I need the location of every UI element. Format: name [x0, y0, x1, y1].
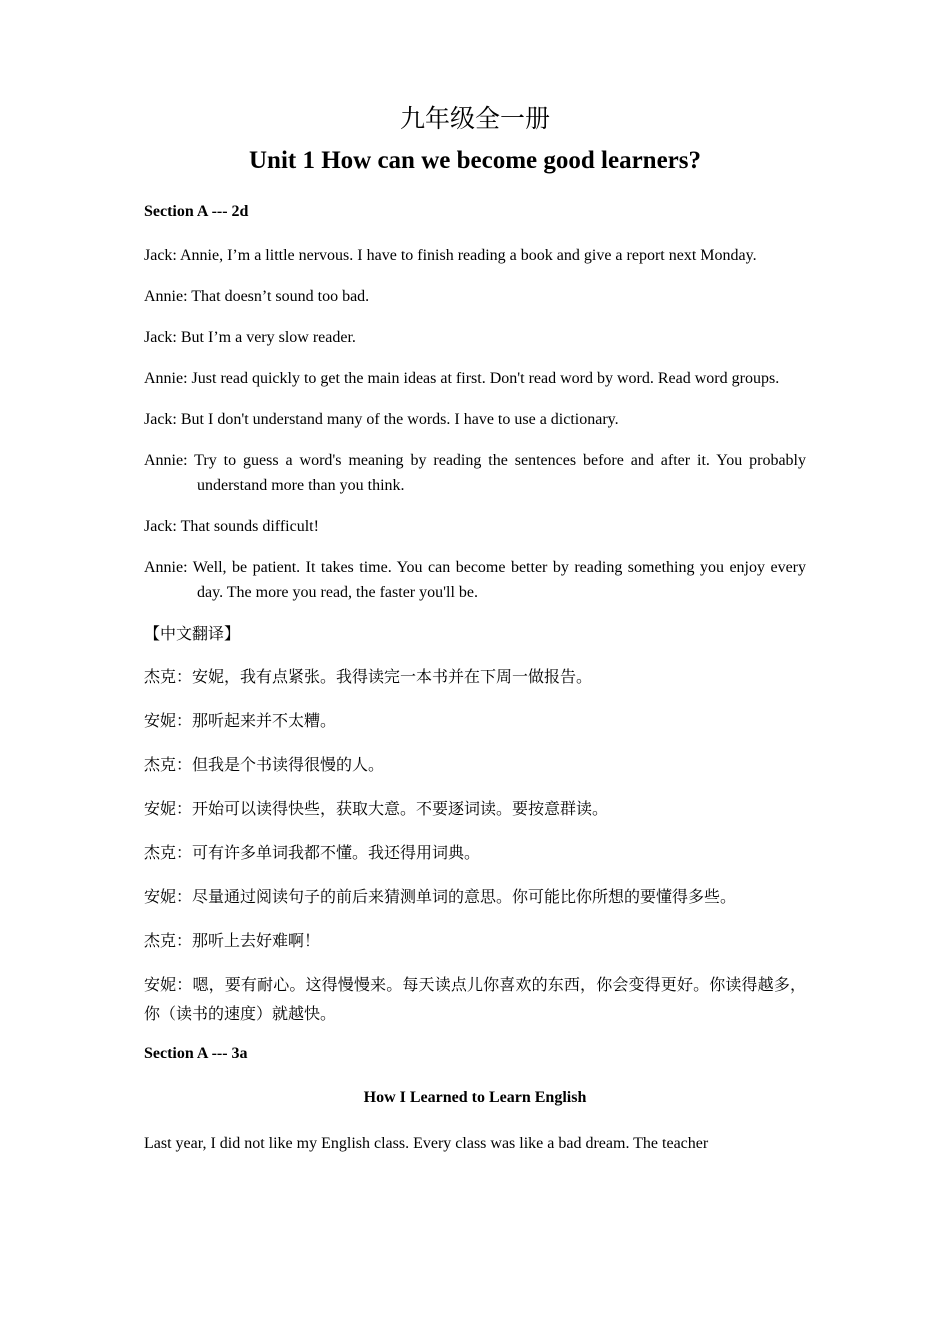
unit-title: Unit 1 How can we become good learners?: [248, 147, 701, 174]
translation-line: 安妮：尽量通过阅读句子的前后来猜测单词的意思。你可能比你所想的要懂得多些。: [144, 887, 737, 906]
translation-line: 杰克：安妮，我有点紧张。我得读完一本书并在下周一做报告。: [144, 667, 593, 686]
translation-line: 杰克：可有许多单词我都不懂。我还得用词典。: [144, 843, 481, 862]
dialogue-line: Annie: That doesn’t sound too bad.: [144, 288, 370, 305]
article-title: How I Learned to Learn English: [363, 1089, 587, 1106]
document-body: [144, 201, 806, 1172]
dialogue-line: Annie: Well, be patient. It takes time. You can become better by reading something you enjoy every day. The more you read, the faster you'll be.: [144, 559, 806, 601]
section-heading-2d: Section A --- 2d: [144, 203, 249, 220]
dialogue-line: Jack: Annie, I’m a little nervous. I have to finish reading a book and give a report next Monday.: [144, 247, 757, 264]
grade-title: 九年级全一册: [399, 104, 550, 133]
translation-line: 安妮：那听起来并不太糟。: [144, 711, 337, 730]
translation-line: 安妮：开始可以读得快些，获取大意。不要逐词读。要按意群读。: [144, 799, 609, 818]
article-paragraph: Last year, I did not like my English class. Every class was like a bad dream. The teacher: [144, 1135, 709, 1152]
dialogue-line: Jack: That sounds difficult!: [144, 518, 319, 535]
translation-line: 杰克：那听上去好难啊！: [144, 931, 321, 950]
translation-line: 杰克：但我是个书读得很慢的人。: [144, 755, 385, 774]
translation-line: 安妮：嗯，要有耐心。这得慢慢来。每天读点儿你喜欢的东西，你会变得更好。你读得越多，你（读书的速度）就越快。: [144, 975, 806, 1023]
dialogue-line: Jack: But I don't understand many of the words. I have to use a dictionary.: [144, 411, 619, 428]
section-heading-3a: Section A --- 3a: [144, 1045, 248, 1062]
dialogue-line: Annie: Try to guess a word's meaning by reading the sentences before and after it. You probably understand more than you think.: [144, 452, 806, 494]
dialogue-line: Annie: Just read quickly to get the main ideas at first. Don't read word by word. Read word groups.: [144, 370, 780, 387]
dialogue-line: Jack: But I’m a very slow reader.: [144, 329, 356, 346]
translation-heading: 【中文翻译】: [144, 624, 241, 643]
